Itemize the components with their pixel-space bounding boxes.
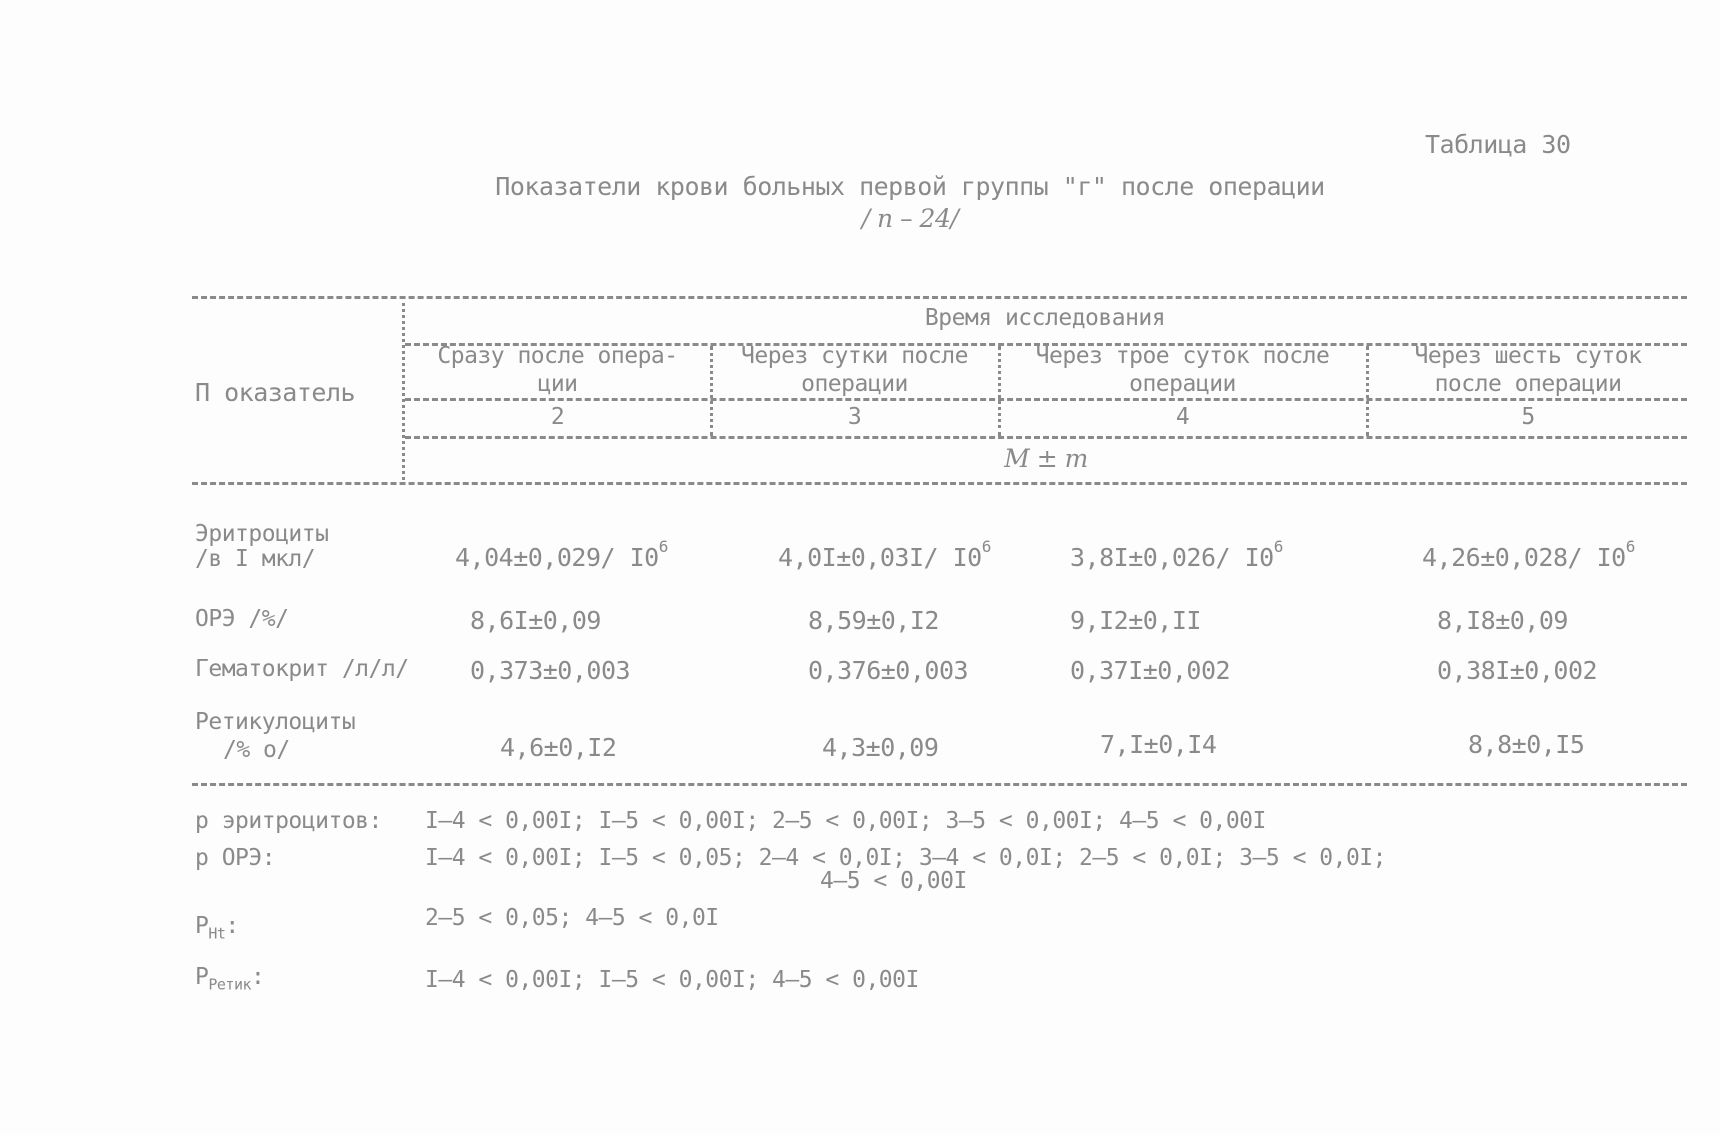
note-retic-label-sub: Ретик xyxy=(208,975,252,994)
note-ht-label-tail: : xyxy=(225,913,239,939)
cell-value: 4,04±0,029/ I0 xyxy=(455,543,659,572)
col-number-3: 3 xyxy=(847,404,862,430)
table-label: Таблица 30 xyxy=(1425,130,1571,159)
row-name-hematocrit: Гематокрит /л/л/ xyxy=(195,656,409,682)
cell-erythrocytes-5 xyxy=(1422,537,1635,572)
cell-ore-3: 8,59±0,I2 xyxy=(808,606,939,635)
cell-value: 4,26±0,028/ I0 xyxy=(1422,543,1626,572)
note-retic-label-tail: : xyxy=(251,964,265,990)
row-name-line1: Ретикулоциты xyxy=(195,709,356,735)
cell-exponent: 6 xyxy=(1273,537,1283,556)
note-ht-label-sub: Ht xyxy=(208,924,226,943)
col-number-4: 4 xyxy=(1175,404,1190,430)
cell-erythrocytes-2 xyxy=(455,537,668,572)
header-bottom-rule xyxy=(192,482,1687,485)
col-number-rule xyxy=(405,436,1687,439)
table-bottom-rule xyxy=(192,783,1687,786)
cell-value: 4,0I±0,03I/ I0 xyxy=(778,543,982,572)
table-title: Показатели крови больных первой группы "г" после операции xyxy=(495,172,1325,201)
note-ht-text: 2–5 < 0,05; 4–5 < 0,0I xyxy=(425,905,719,931)
cell-reticulocytes-4: 7,I±0,I4 xyxy=(1100,730,1217,759)
cell-reticulocytes-2: 4,6±0,I2 xyxy=(500,733,617,762)
row-name-line2: /% о/ xyxy=(223,737,290,763)
col-header-5-line2: после операции xyxy=(1434,371,1622,397)
cell-reticulocytes-3: 4,3±0,09 xyxy=(822,733,939,762)
row-name-line1: Эритроциты xyxy=(195,521,329,547)
cell-exponent: 6 xyxy=(1625,537,1635,556)
row-name-reticulocytes xyxy=(195,708,355,764)
row-name-line2: /в I мкл/ xyxy=(195,546,316,572)
note-ore-text-continued: 4–5 < 0,00I xyxy=(820,868,967,894)
stat-label: M ± m xyxy=(1004,444,1088,473)
col-label-rule xyxy=(405,398,1687,401)
cell-hematocrit-3: 0,376±0,003 xyxy=(808,656,969,685)
note-ht-label xyxy=(195,913,239,943)
indicator-header: П оказатель xyxy=(195,378,356,407)
cell-erythrocytes-4 xyxy=(1070,537,1283,572)
col-header-4-line2: операции xyxy=(1129,371,1236,397)
cell-value: 3,8I±0,026/ I0 xyxy=(1070,543,1274,572)
cell-exponent: 6 xyxy=(658,537,668,556)
col-header-2 xyxy=(405,342,710,398)
table-subtitle: / n – 24/ xyxy=(861,204,959,233)
row-name-ore: ОРЭ /%/ xyxy=(195,606,289,632)
note-retic-text: I–4 < 0,00I; I–5 < 0,00I; 4–5 < 0,00I xyxy=(425,967,919,993)
cell-ore-2: 8,6I±0,09 xyxy=(470,606,601,635)
col-header-2-line2: ции xyxy=(537,371,578,397)
col-header-3-line1: Через сутки после xyxy=(741,343,968,369)
row-name-erythrocytes xyxy=(195,522,328,572)
cell-hematocrit-2: 0,373±0,003 xyxy=(470,656,631,685)
note-retic-label xyxy=(195,964,264,994)
note-erythrocytes-label: р эритроцитов: xyxy=(195,808,382,834)
table-top-rule xyxy=(192,296,1687,299)
note-erythrocytes-text: I–4 < 0,00I; I–5 < 0,00I; 2–5 < 0,00I; 3–5 < 0,00I; 4–5 < 0,00I xyxy=(425,808,1266,834)
cell-reticulocytes-5: 8,8±0,I5 xyxy=(1468,730,1585,759)
cell-hematocrit-5: 0,38I±0,002 xyxy=(1437,656,1598,685)
note-ht-label-main: P xyxy=(195,913,209,939)
col-number-5: 5 xyxy=(1521,404,1535,430)
col-header-3-line2: операции xyxy=(801,371,908,397)
note-retic-label-main: P xyxy=(195,964,209,990)
col-header-4 xyxy=(1000,342,1365,398)
col-header-2-line1: Сразу после опера- xyxy=(437,343,678,369)
col-header-4-line1: Через трое суток после xyxy=(1035,343,1330,369)
col-header-3 xyxy=(712,342,997,398)
col-header-5 xyxy=(1368,342,1688,398)
col-header-5-line1: Через шесть суток xyxy=(1414,343,1642,369)
cell-exponent: 6 xyxy=(981,537,991,556)
cell-ore-4: 9,I2±0,II xyxy=(1070,606,1201,635)
cell-hematocrit-4: 0,37I±0,002 xyxy=(1070,656,1231,685)
col-number-2: 2 xyxy=(550,404,565,430)
note-ore-text: I–4 < 0,00I; I–5 < 0,05; 2–4 < 0,0I; 3–4 < 0,0I; 2–5 < 0,0I; 3–5 < 0,0I; xyxy=(425,845,1386,871)
note-ore-label: р ОРЭ: xyxy=(195,845,276,871)
time-header: Время исследования xyxy=(924,305,1166,331)
cell-erythrocytes-3 xyxy=(778,537,991,572)
cell-ore-5: 8,I8±0,09 xyxy=(1437,606,1568,635)
